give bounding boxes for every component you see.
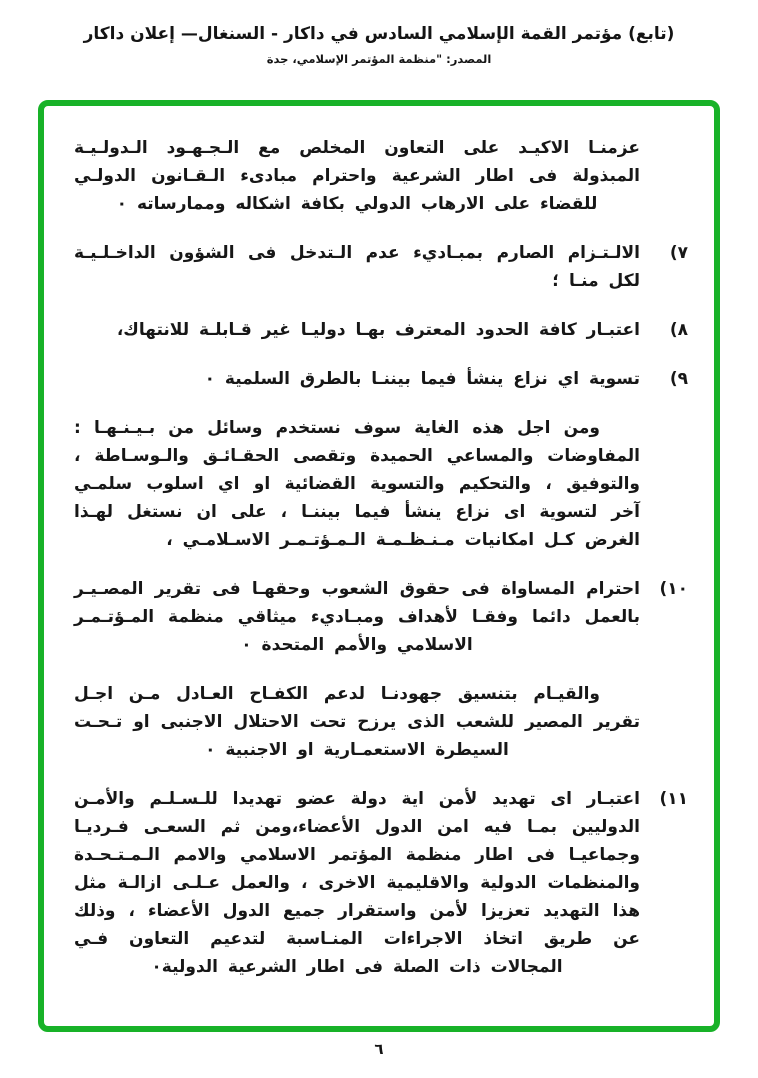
item-number: ١٠) <box>659 579 688 599</box>
list-item-9 <box>74 365 688 393</box>
item-number: ١١) <box>659 789 688 809</box>
list-item-11 <box>74 785 688 981</box>
paragraph-continuation: عزمنـا الاكيـد على التعاون المخلص مع الـجـهـود الـدولـيـة المبذولة فى اطار الشرعية واحترام مبادىء الـقـانون الدولـي للقضاء على الارهاب الدولي بكافة اشكاله وممارساته ٠ <box>74 138 640 214</box>
page-number: ٦ <box>374 1040 384 1058</box>
item-number: ٨) <box>669 320 688 340</box>
document-body <box>44 106 714 981</box>
page-title: (تابع) مؤتمر القمة الإسلامي السادس في داكار - السنغال— إعلان داكار <box>83 24 675 44</box>
item-text: تسوية اي نزاع ينشأ فيما بيننـا بالطرق السلمية ٠ <box>204 369 640 389</box>
item-text: احترام المساواة فى حقوق الشعوب وحقهـا فى تقرير المصـيـر بالعمل دائما وفقـا لأهداف ومبـاديء ميثاقي منظمة المـؤتـمـر الاسلامي والأمم المتحدة ٠ <box>74 579 640 655</box>
item-text: اعتبـار كافة الحدود المعترف بهـا دوليـا غير قـابلـة للانتهاك، <box>116 320 640 340</box>
list-item-10 <box>74 575 688 659</box>
green-content-frame <box>38 100 720 1032</box>
paragraph-self-determination: والقيـام بتنسيق جهودنـا لدعم الكفـاح العـادل مـن اجـل تقرير المصير للشعب الذى يرزح تحت الاحتلال الاجنبى او تـحـت السيطرة الاستعمـارية او الاجنبية ٠ <box>74 684 640 760</box>
document-header <box>0 24 758 66</box>
list-item-8 <box>74 316 688 344</box>
item-text: الالـتـزام الصارم بمبـاديء عدم الـتدخل فى الشؤون الداخـلـيـة لكل منـا ؛ <box>74 243 640 291</box>
item-number: ٧) <box>669 243 688 263</box>
document-source-line: المصدر: "منظمة المؤتمر الإسلامي، جدة <box>266 52 492 66</box>
paragraph-means-of-settlement: ومن اجل هذه الغاية سوف نستخدم وسائل من بـيـنـهـا : المفاوضات والمساعي الحميدة وتقصى الحقـائـق والـوسـاطة ، والتوفيق ، والتحكيم والتسوية القضائية او اي اسلوب سلمـي آخر لتسوية اى نزاع ينشأ فيما بيننـا ، على ان نستغل لهـذا الغرض كـل امكانيات مـنـظـمـة الـمـؤتـمـر الاسـلامـي ، <box>74 418 640 550</box>
list-item-7 <box>74 239 688 295</box>
item-text: اعتبـار اى تهديد لأمن اية دولة عضو تهديدا للـسـلـم والأمـن الدوليين بمـا فيه امن الدول الأعضاء،ومن ثم السعـى فـرديـا وجماعيـا فى اطار منظمة المؤتمر الاسلامي والامم الـمـتـحـدة والمنظمات الدولية والاقليمية الاخرى ، والعمل عـلـى ازالـة مثل هذا التهديد تعزيزا لأمن واستقرار جميع الدول الأعضاء ، وذلك عن طريق اتخاذ الاجراءات المنـاسبة لتدعيم التعاون فـي المجالات ذات الصلة فى اطار الشرعية الدولية٠ <box>74 789 640 977</box>
item-number: ٩) <box>669 369 688 389</box>
